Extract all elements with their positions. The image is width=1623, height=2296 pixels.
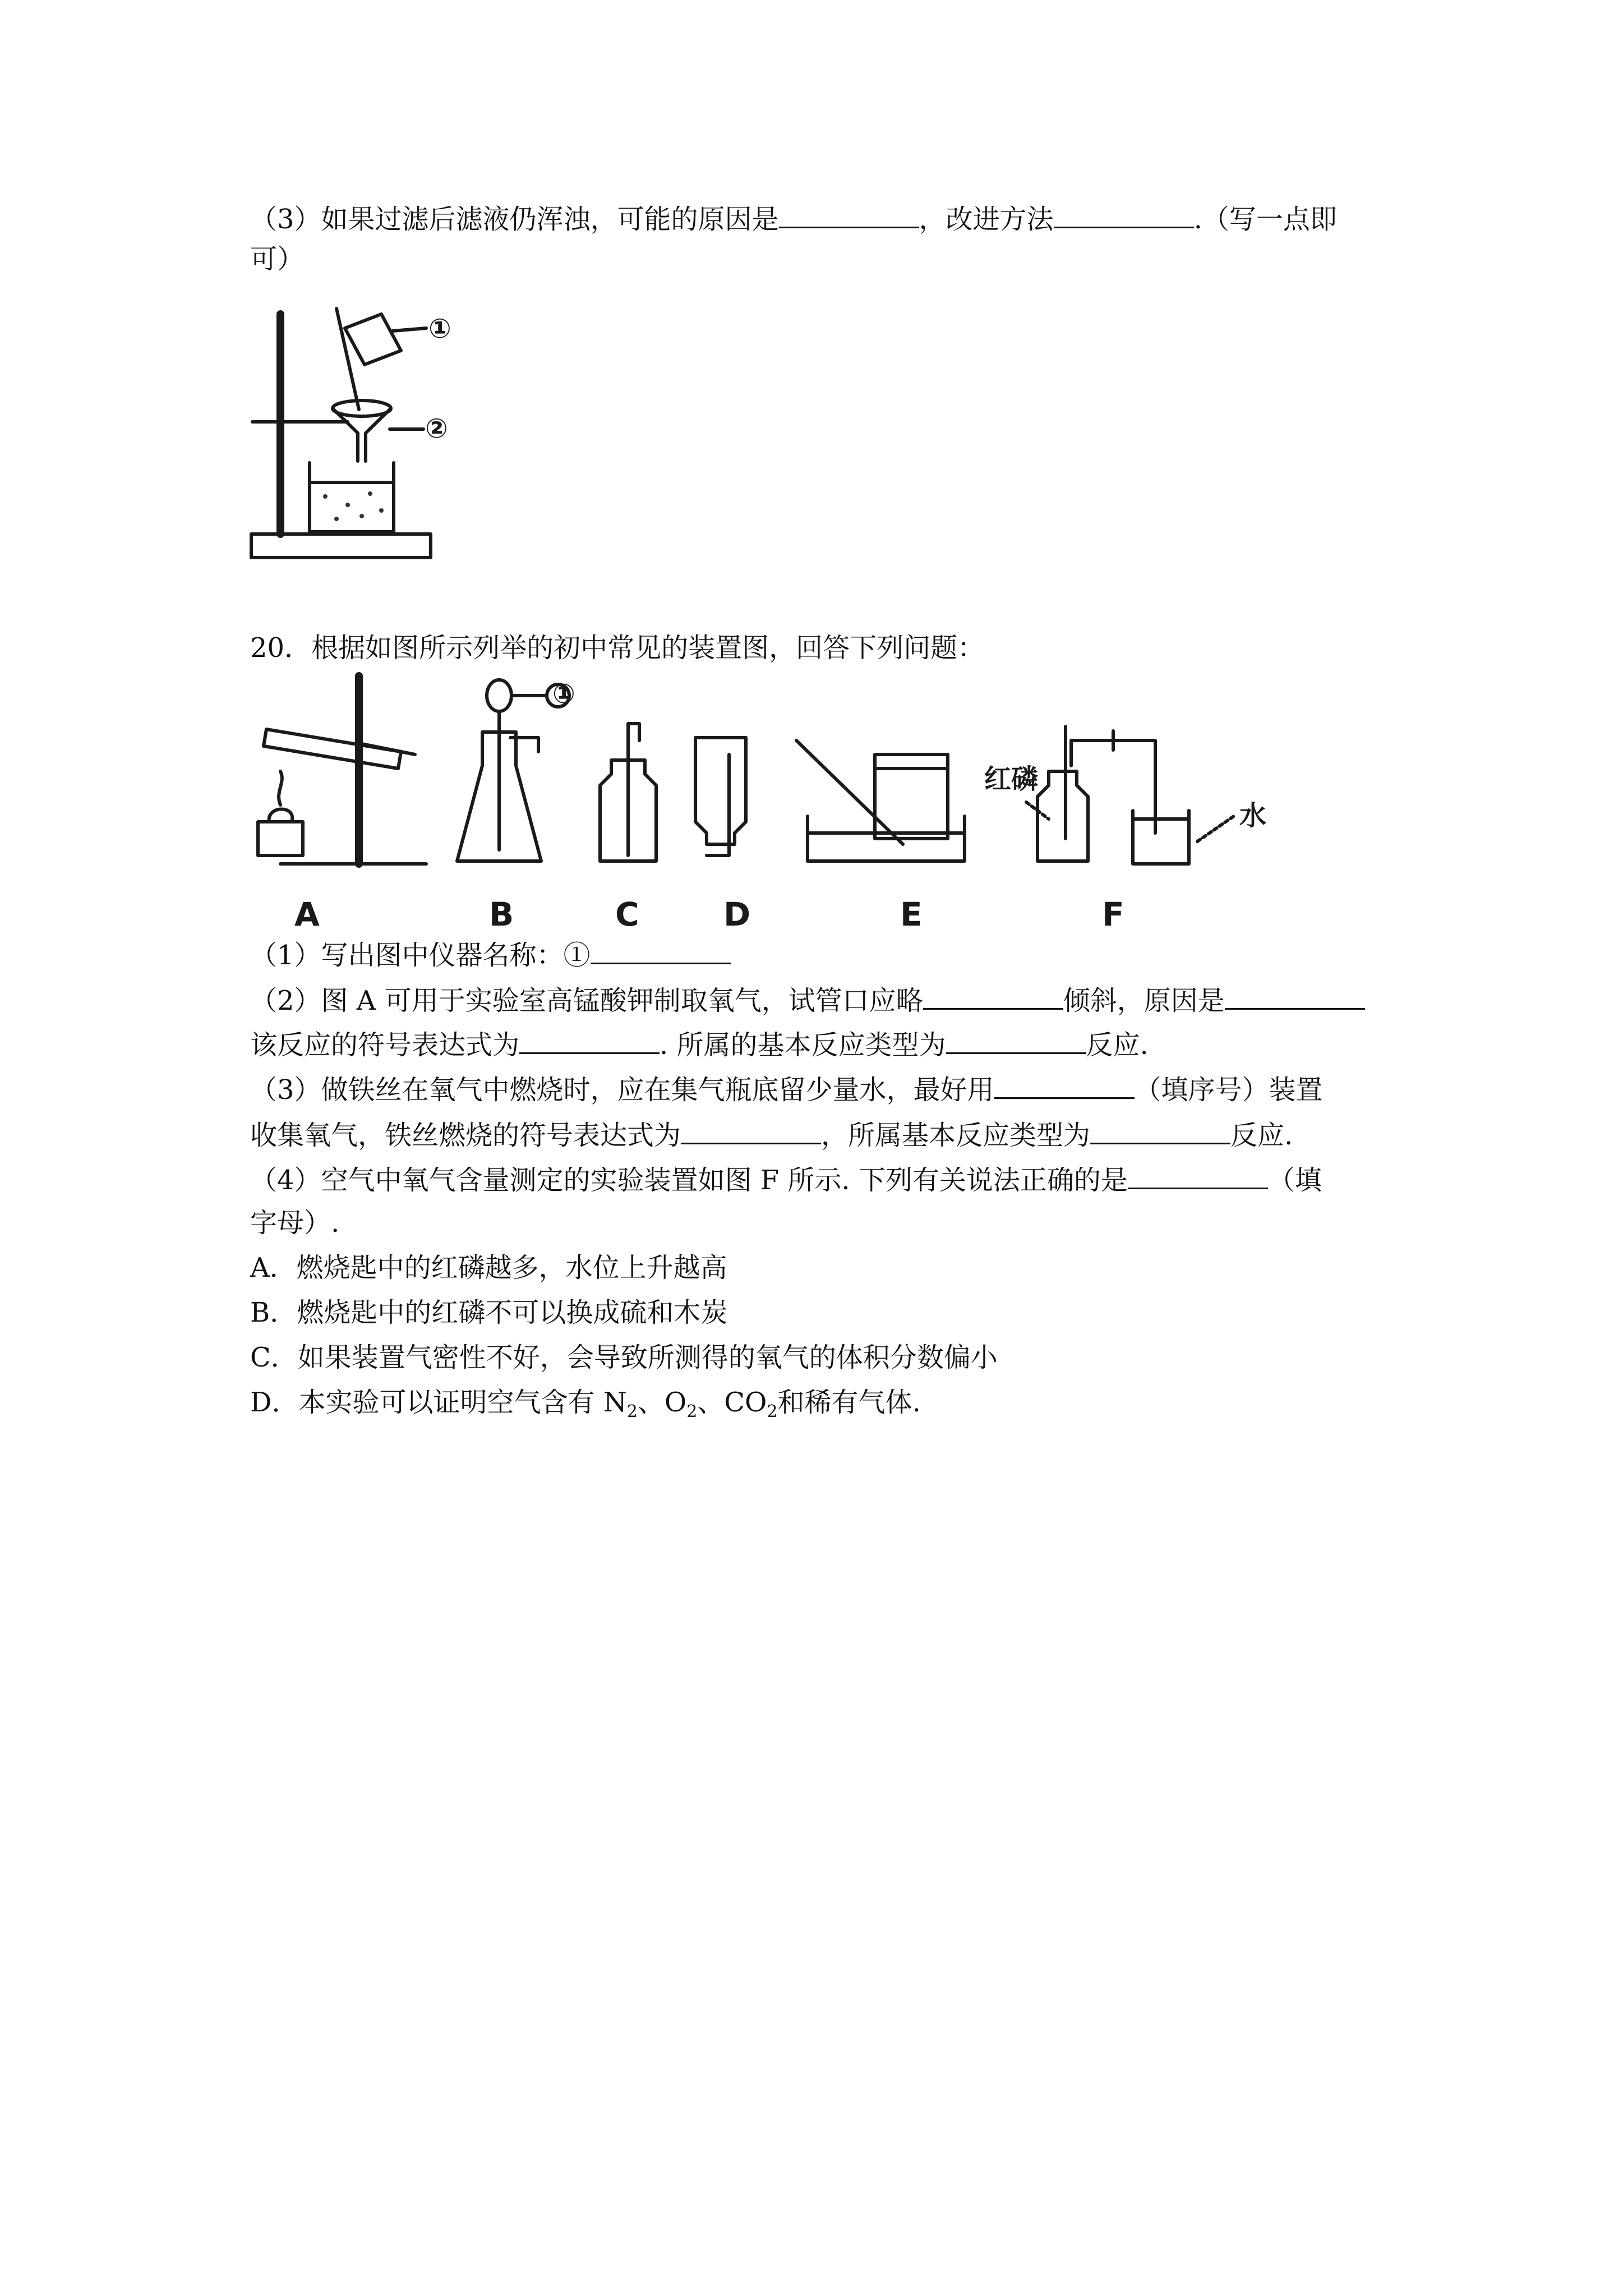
- pouring-beaker: [345, 314, 401, 365]
- q20-part3-text-c: 收集氧气，铁丝燃烧的符号表达式为: [250, 1120, 681, 1151]
- q20-part1-text: （1）写出图中仪器名称：①: [250, 940, 591, 971]
- receiving-beaker: [310, 463, 394, 532]
- q20-part2-text-e: 反应.: [1086, 1029, 1149, 1061]
- q20-part2-text-d: . 所属的基本反应类型为: [660, 1029, 946, 1061]
- q19-part3-text-a: （3）如果过滤后滤液仍浑浊，可能的原因是: [250, 204, 779, 235]
- q19-part3-text-b: ，改进方法: [919, 204, 1054, 235]
- apparatus-b: [457, 678, 575, 933]
- apparatus-e: [796, 740, 965, 933]
- apparatus-a: [258, 676, 426, 933]
- answer-blank-tilt[interactable]: [923, 983, 1063, 1010]
- marker-b-1: ①: [552, 678, 575, 710]
- answer-blank-reaction-type-2[interactable]: [1090, 1118, 1230, 1144]
- answer-blank-equation-kmno4[interactable]: [519, 1028, 660, 1054]
- option-d-sub-n2: 2: [626, 1402, 638, 1421]
- marker-1: ①: [428, 313, 451, 344]
- water-label: 水: [1239, 800, 1267, 831]
- marker-2: ②: [425, 413, 448, 444]
- q20-part2-line1: [250, 983, 1365, 1018]
- q19-part3-line1: [250, 202, 1337, 236]
- q20-part3-text-a: （3）做铁丝在氧气中燃烧时，应在集气瓶底留少量水，最好用: [250, 1074, 994, 1106]
- answer-blank-reaction-type-1[interactable]: [946, 1028, 1086, 1054]
- q20-part2-line2: [250, 1028, 1149, 1062]
- q20-part4-text-b: （填: [1267, 1165, 1322, 1196]
- q20-part2-text-a: （2）图 A 可用于实验室高锰酸钾制取氧气，试管口应略: [250, 985, 923, 1016]
- q20-part2-text-c: 该反应的符号表达式为: [250, 1029, 520, 1061]
- q20-part3-text-b: （填序号）装置: [1134, 1074, 1323, 1106]
- answer-blank-choice[interactable]: [1128, 1163, 1268, 1189]
- q20-part4-line2: 字母）.: [250, 1207, 340, 1239]
- red-phosphorus-label: 红磷: [984, 763, 1039, 795]
- apparatus-figure: [247, 670, 1402, 937]
- option-a: A．燃烧匙中的红磷越多，水位上升越高: [250, 1252, 727, 1283]
- answer-blank-reason[interactable]: [779, 202, 919, 228]
- q20-part3-text-e: 反应.: [1230, 1120, 1293, 1151]
- answer-blank-apparatus[interactable]: [994, 1073, 1135, 1099]
- label-e: E: [900, 895, 923, 933]
- apparatus-c: [600, 724, 656, 933]
- label-d: D: [723, 895, 751, 933]
- option-d-sub-o2: 2: [686, 1402, 698, 1421]
- q20-part4-line1: [250, 1163, 1322, 1197]
- option-d-text-b: 、O: [637, 1387, 687, 1418]
- label-f: F: [1102, 895, 1124, 933]
- option-d-text-c: 、CO: [697, 1387, 767, 1418]
- filtration-apparatus-figure: [247, 303, 449, 567]
- answer-blank-cause[interactable]: [1225, 983, 1365, 1010]
- label-a: A: [294, 895, 320, 933]
- q20-part3-text-d: ，所属基本反应类型为: [821, 1120, 1091, 1151]
- apparatus-d: [695, 738, 750, 933]
- stand-base: [251, 534, 431, 558]
- q19-part3-line2: 可）: [250, 243, 305, 275]
- q20-part2-text-b: 倾斜，原因是: [1063, 985, 1225, 1016]
- q20-part4-text-a: （4）空气中氧气含量测定的实验装置如图 F 所示. 下列有关说法正确的是: [250, 1165, 1128, 1196]
- leader-line-1: [393, 328, 426, 331]
- option-d: [250, 1386, 921, 1429]
- option-d-text-a: D．本实验可以证明空气含有 N: [250, 1387, 627, 1418]
- q20-part1: [250, 938, 731, 972]
- label-c: C: [615, 895, 639, 933]
- funnel-rim: [333, 401, 391, 416]
- q20-part3-line2: [250, 1118, 1293, 1152]
- option-d-sub-co2: 2: [767, 1402, 778, 1421]
- q20-part3-line1: [250, 1073, 1323, 1107]
- answer-blank-instrument[interactable]: [591, 938, 731, 964]
- label-b: B: [489, 895, 514, 933]
- q20-stem: 20．根据如图所示列举的初中常见的装置图，回答下列问题：: [250, 632, 985, 664]
- option-d-text-d: 和稀有气体.: [777, 1387, 921, 1418]
- filtrate-dots: [323, 491, 384, 521]
- option-c: C．如果装置气密性不好，会导致所测得的氧气的体积分数偏小: [250, 1342, 998, 1373]
- q19-part3-text-c: .（写一点即: [1193, 204, 1337, 235]
- answer-blank-equation-iron[interactable]: [681, 1118, 821, 1144]
- answer-blank-improvement[interactable]: [1054, 202, 1194, 228]
- option-b: B．燃烧匙中的红磷不可以换成硫和木炭: [250, 1297, 728, 1328]
- apparatus-f: [984, 726, 1266, 933]
